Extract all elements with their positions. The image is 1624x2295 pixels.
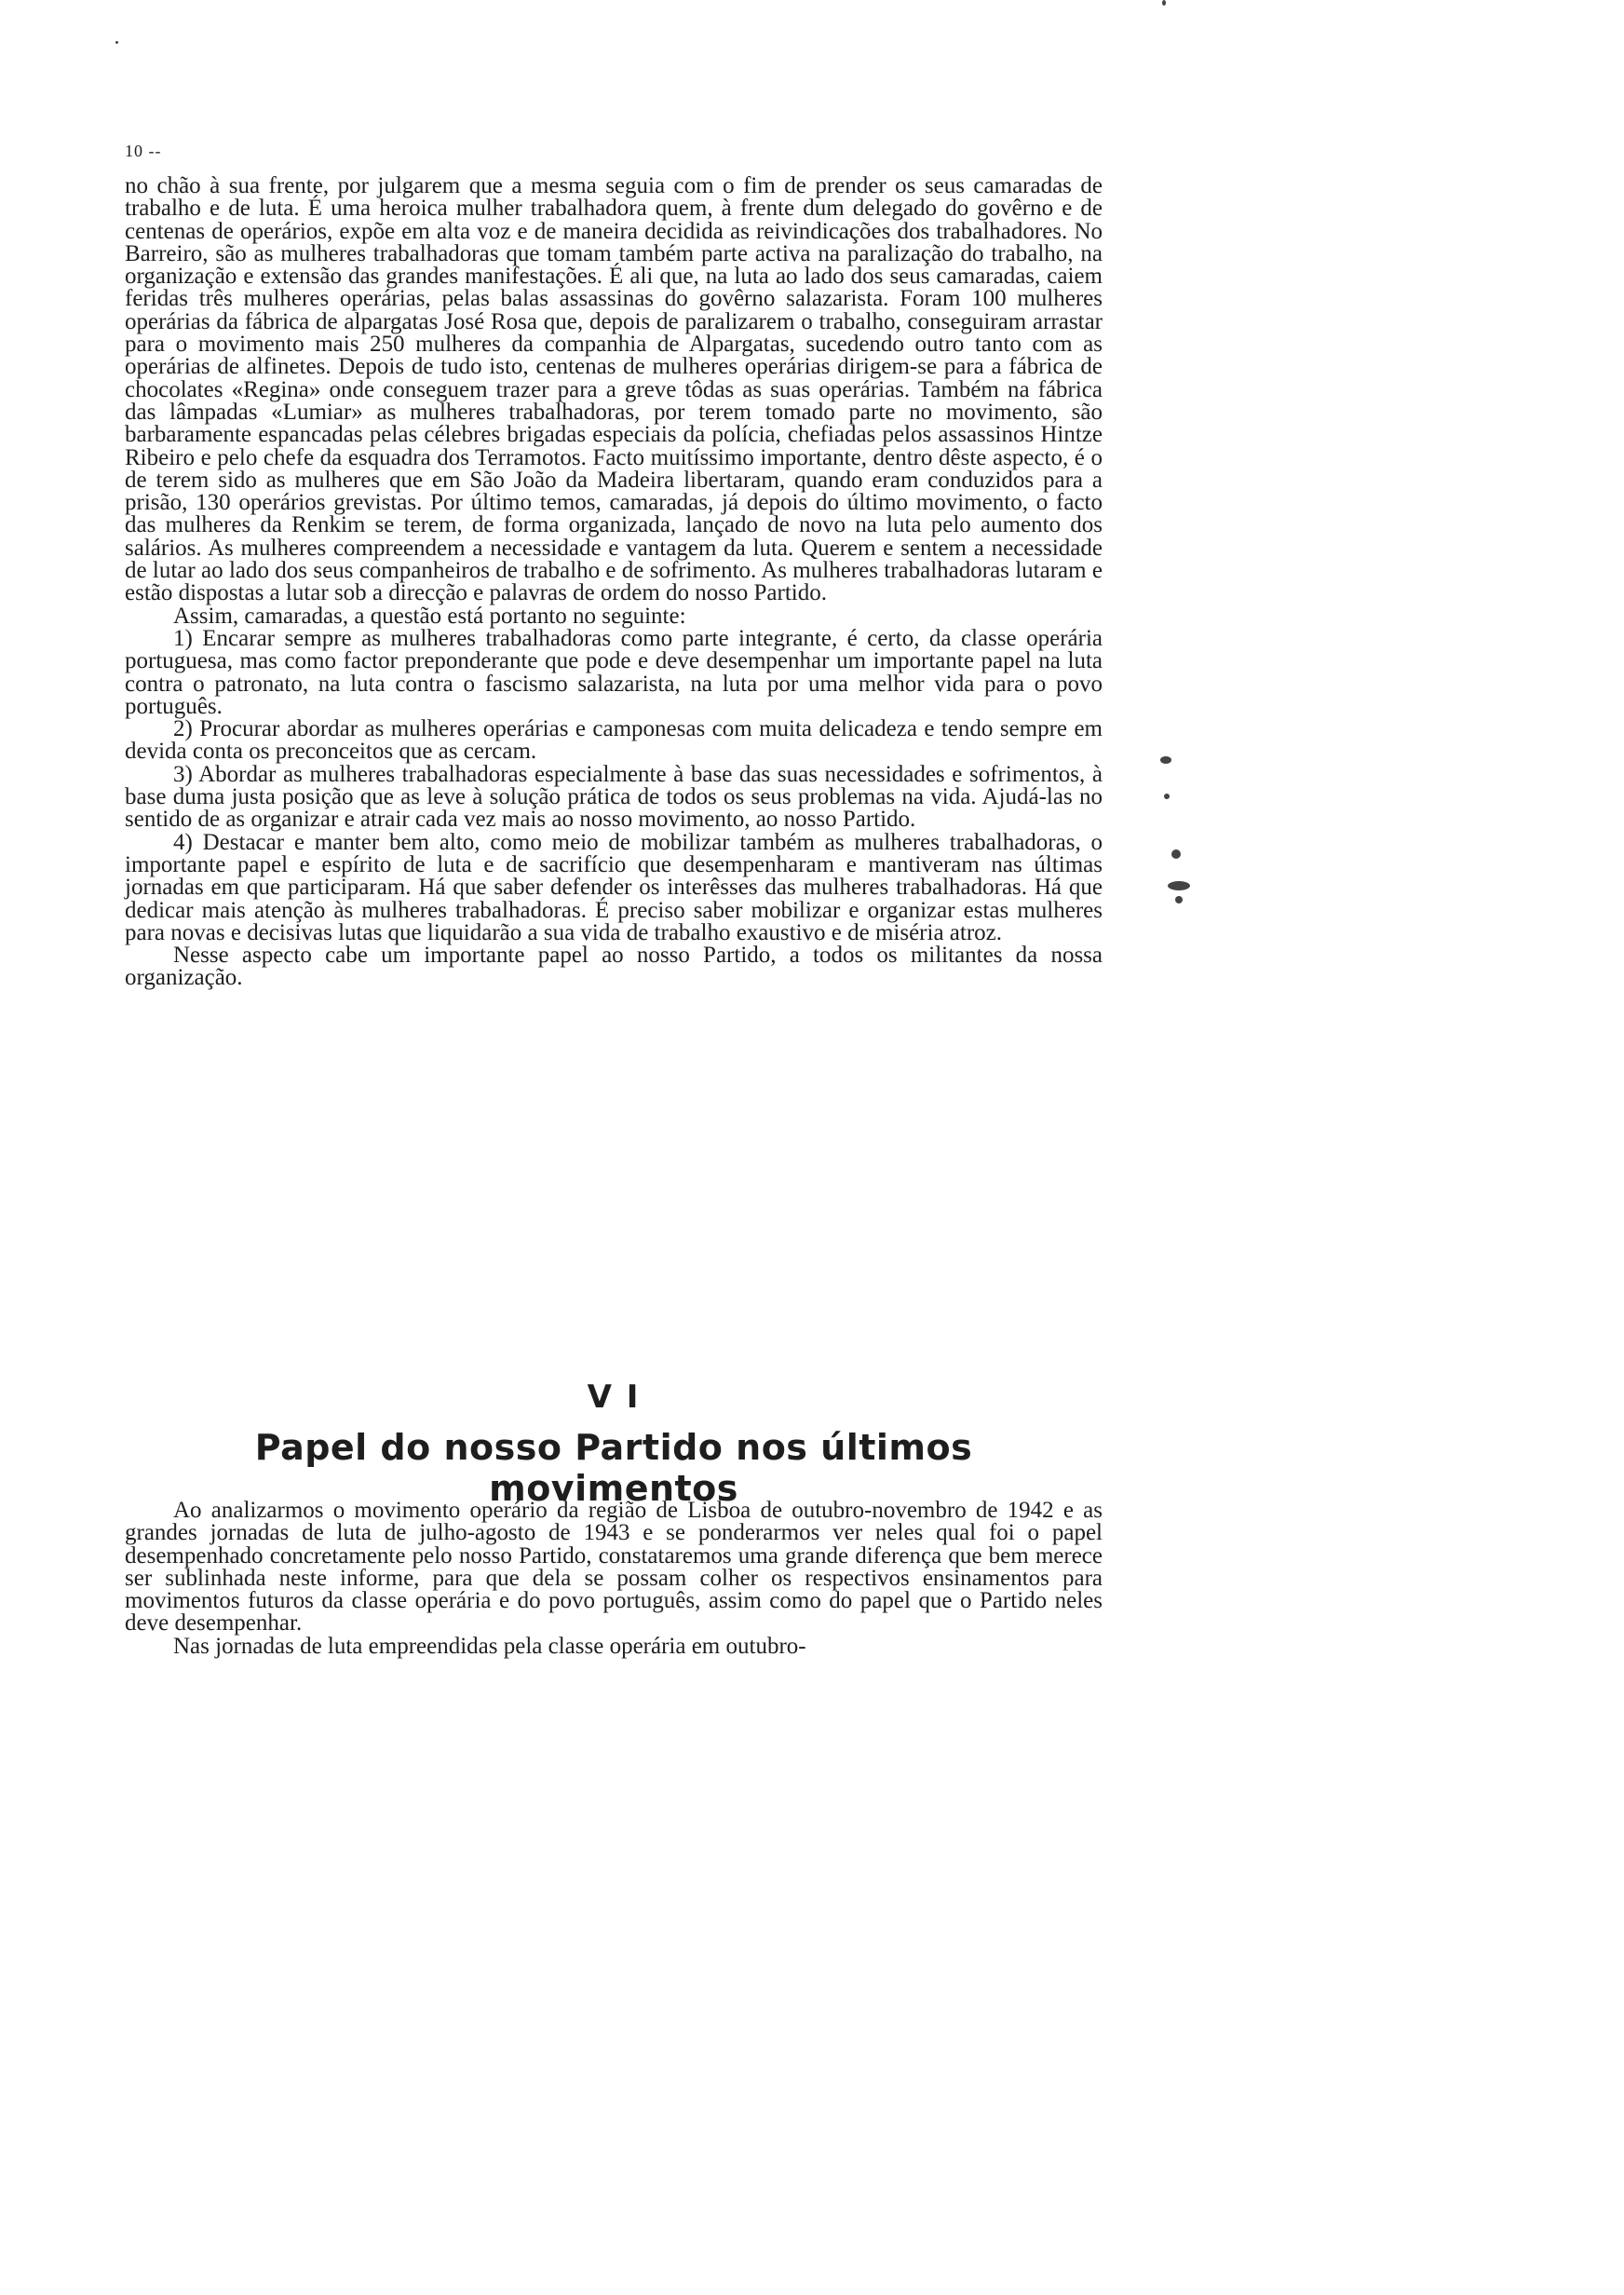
list-item-2: 2) Procurar abordar as mulheres operárias e camponesas com muita delicadeza e tendo sempre em devida conta os preconceitos que as cercam.: [125, 716, 1103, 765]
paragraph-closing: Nesse aspecto cabe um importante papel ao nosso Partido, a todos os militantes da nossa organização.: [125, 943, 1103, 991]
scan-speck: [1175, 896, 1183, 903]
scan-speck: [1162, 0, 1166, 6]
scan-speck: [1164, 794, 1170, 799]
section-number: V I: [587, 1378, 641, 1416]
body-text-top: [125, 175, 1103, 990]
list-item-3: 3) Abordar as mulheres trabalhadoras especialmente à base das suas necessidades e sofrimentos, à base duma justa posição que as leve à solução prática de todos os seus problemas na vida. Ajudá-las no sentido de as organizar e atrair cada vez mais ao nosso movimento, ao nosso Partido.: [125, 761, 1103, 833]
section-title: Papel do nosso Partido nos últimos movimentos: [254, 1427, 973, 1509]
list-item-4: 4) Destacar e manter bem alto, como meio de mobilizar também as mulheres trabalhadoras, o importante papel e espírito de luta e de sacrifício que desempenharam e mantiveram nas últimas jornadas em que participaram. Há que saber defender os interêsses das mulheres trabalhadoras. Há que dedicar mais atenção às mulheres trabalhadoras. É preciso saber mobilizar e organizar estas mulheres para novas e decisivas lutas que liquidarão a sua vida de trabalho exaustivo e de miséria atroz.: [125, 829, 1103, 945]
list-item-1: 1) Encarar sempre as mulheres trabalhadoras como parte integrante, é certo, da classe operária portuguesa, mas como factor preponderante que pode e deve desempenhar um importante papel na luta contra o patronato, na luta contra o fascismo salazarista, na luta por uma melhor vida para o povo português.: [125, 625, 1103, 719]
paragraph-intro-list: Assim, camaradas, a questão está portanto no seguinte:: [173, 603, 686, 629]
scan-speck: [1160, 756, 1171, 764]
page-number: 10 --: [125, 142, 162, 160]
paragraph-continuation: no chão à sua frente, por julgarem que a mesma seguia com o fim de prender os seus camaradas de trabalho e de luta. É uma heroica mulher trabalhadora quem, à frente dum delegado do govêrno e de centenas de operários, expõe em alta voz e de maneira decidida as reivindicações dos trabalhadores. No Barreiro, são as mulheres trabalhadoras que tomam também parte activa na paralização do trabalho, na organização e extensão das grandes manifestações. É ali que, na luta ao lado dos seus camaradas, caiem feridas três mulheres operárias, pelas balas assassinas do govêrno salazarista. Foram 100 mulheres operárias da fábrica de alpargatas José Rosa que, depois de paralizarem o trabalho, conseguiram arrastar para o movimento mais 250 mulheres da companhia de Alpargatas, sucedendo outro tanto com as operárias de alfinetes. Depois de tudo isto, centenas de mulheres operárias dirigem-se para a fábrica de chocolates «Regina» onde conseguem trazer para a greve tôdas as suas operárias. Também na fábrica das lâmpadas «Lumiar» as mulheres trabalhadoras, por terem tomado parte no movimento, são barbaramente espancadas pelas célebres brigadas especiais da polícia, chefiadas pelos assassinos Hintze Ribeiro e pelo chefe da esquadra dos Terramotos. Facto muitíssimo importante, dentro dêste aspecto, é o de terem sido as mulheres que em São João da Madeira libertaram, quando eram conduzidos para a prisão, 130 operários grevistas. Por último temos, camaradas, já depois do último movimento, o facto das mulheres da Renkim se terem, de forma organizada, lançado de novo na luta pelo aumento dos salários. As mulheres compreendem a necessidade e vantagem da luta. Querem e sentem a necessidade de lutar ao lado dos seus companheiros de trabalho e de sofrimento. As mulheres trabalhadoras lutaram e estão dispostas a lutar sob a direcção e palavras de ordem do nosso Partido.: [125, 173, 1103, 606]
body-text-bottom: [125, 1500, 1103, 1658]
scan-speck: [115, 41, 118, 44]
scan-speck: [1168, 881, 1190, 890]
paragraph-analysis: Ao analizarmos o movimento operário da região de Lisboa de outubro-novembro de 1942 e as grandes jornadas de luta de julho-agosto de 1943 e se ponderarmos ver neles qual foi o papel desempenhado concretamente pelo nosso Partido, constataremos uma grande diferença que bem merece ser sublinhada neste informe, para que dela se possam colher os respectivos ensinamentos para movimentos futuros da classe operária e do povo português, assim como do papel que o Partido neles deve desempenhar.: [125, 1498, 1103, 1636]
scan-speck: [1171, 849, 1181, 859]
paragraph-continues: Nas jornadas de luta empreendidas pela classe operária em outubro-: [173, 1633, 806, 1659]
